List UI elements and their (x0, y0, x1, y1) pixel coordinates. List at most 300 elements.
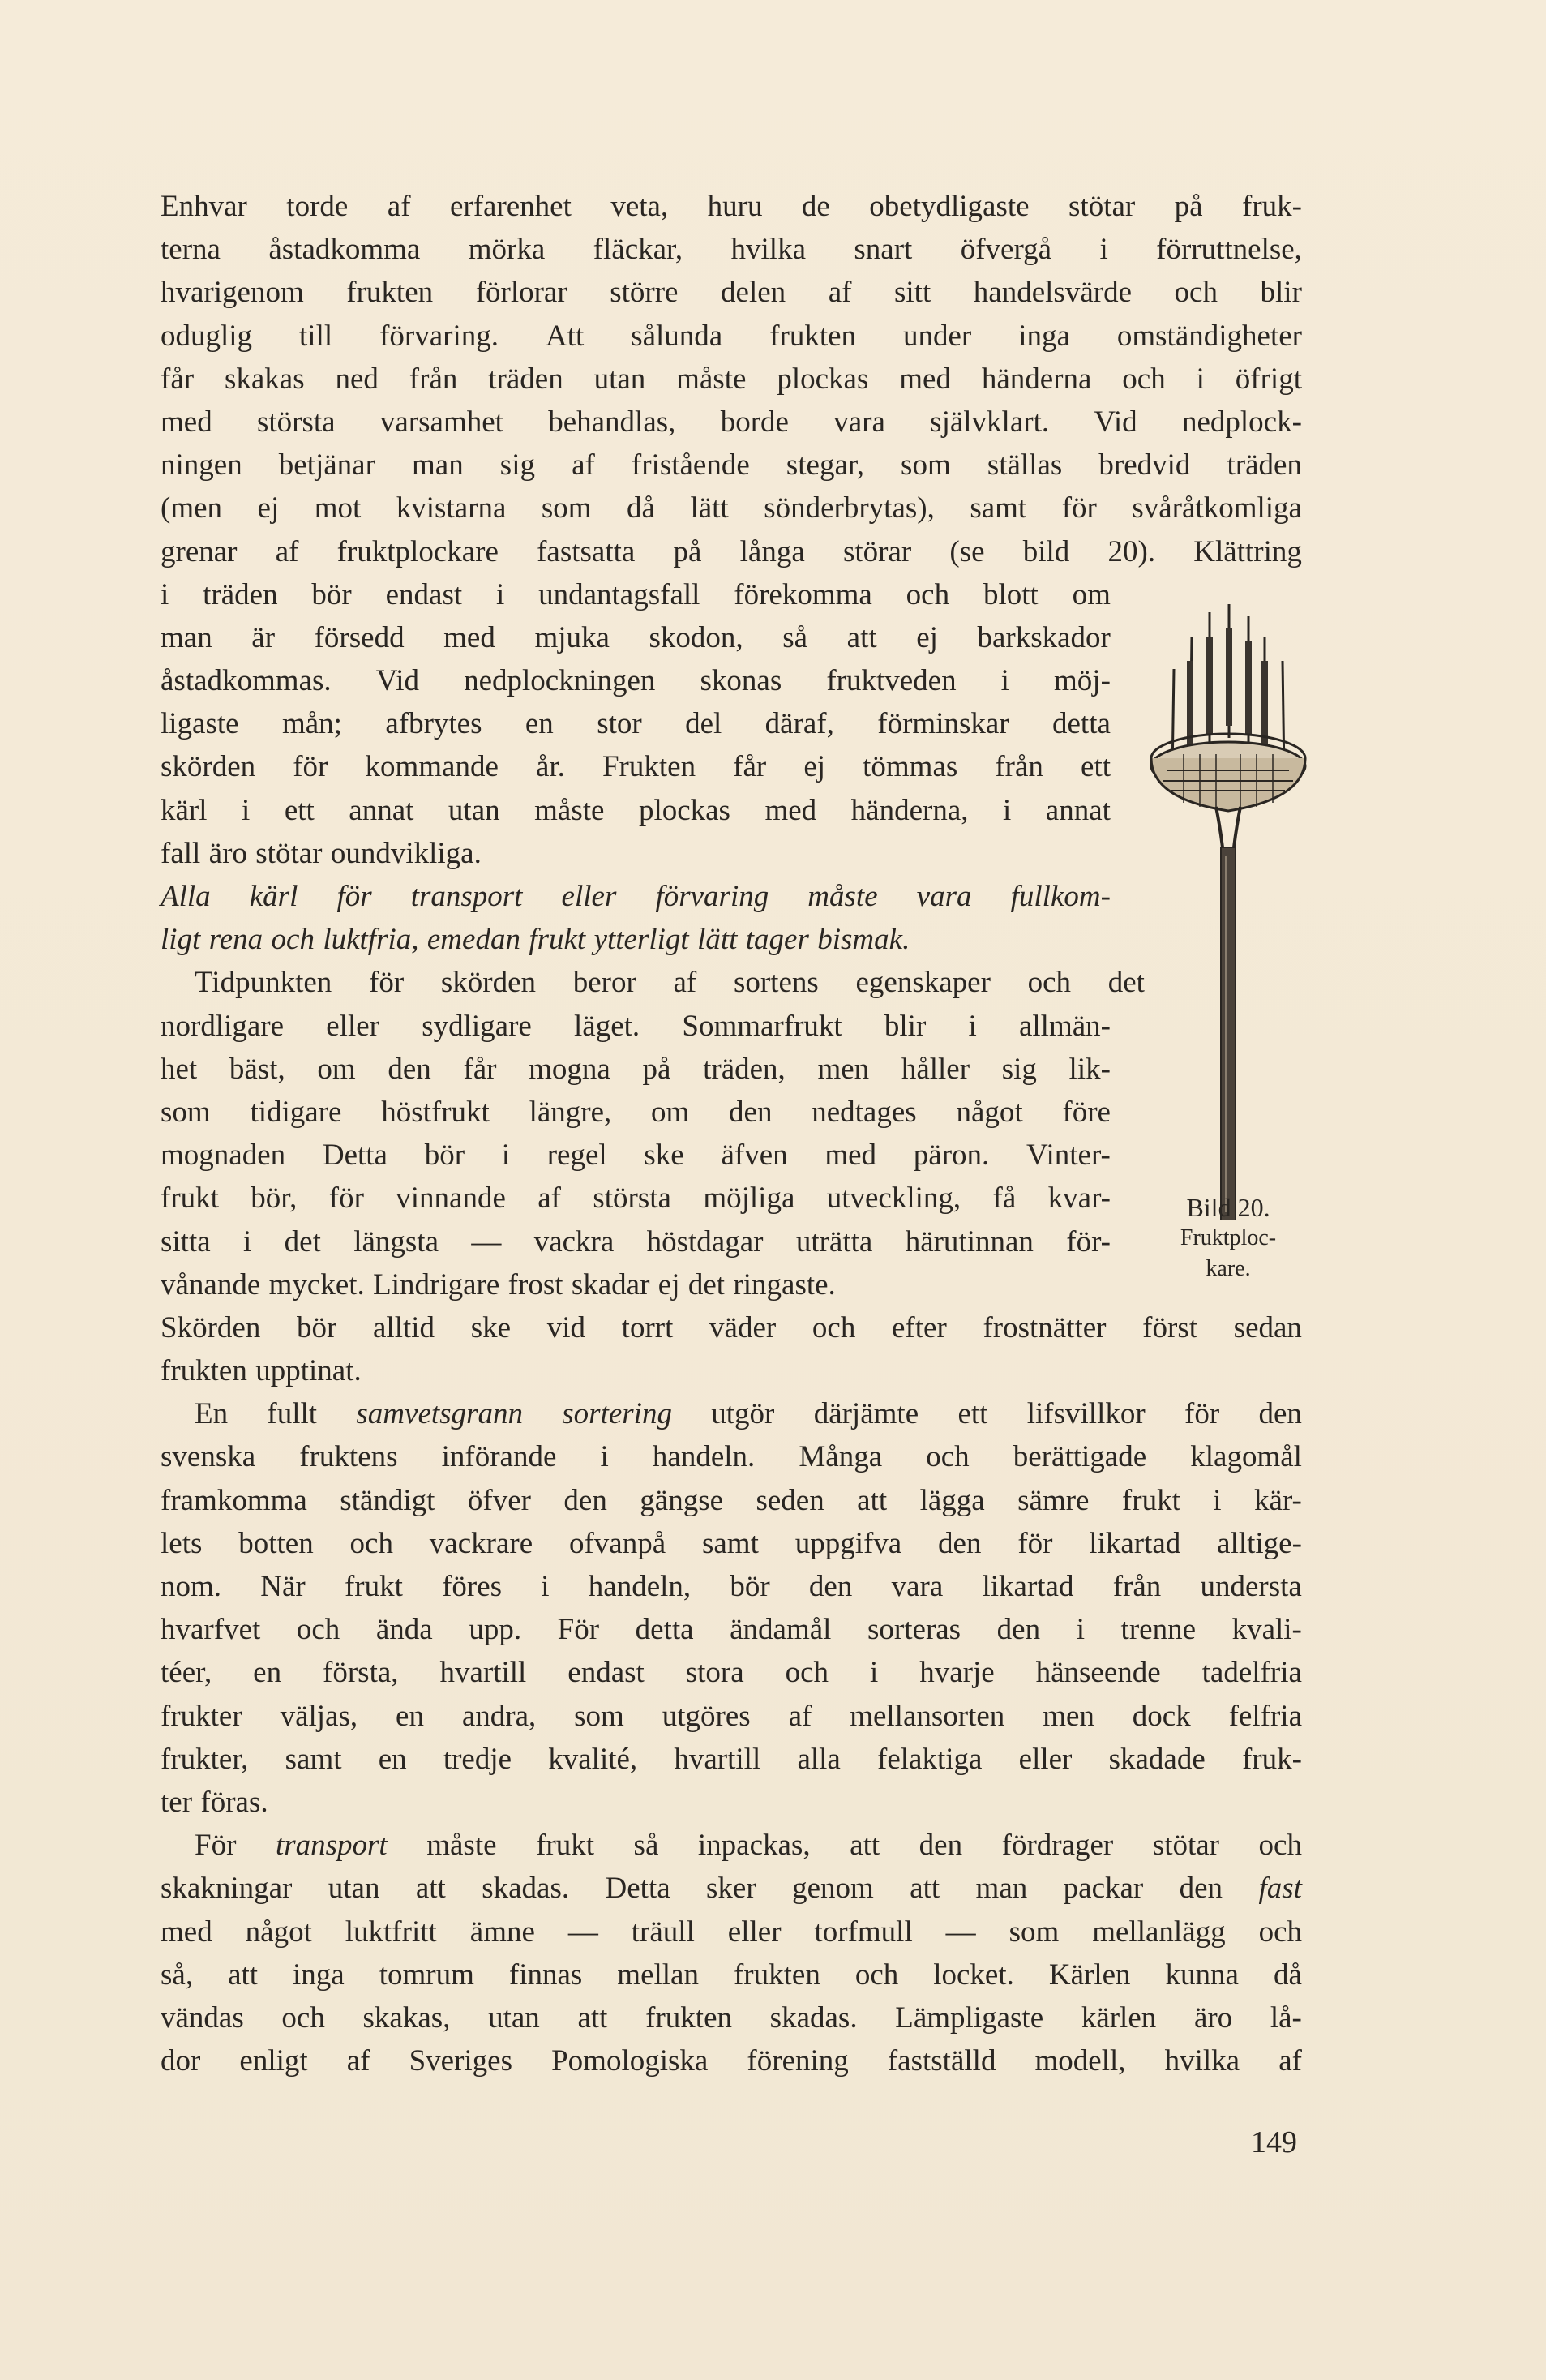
word: kärl (161, 793, 208, 827)
word: träden, (703, 1052, 786, 1086)
word: något (956, 1095, 1023, 1129)
word: kärl (249, 880, 298, 913)
word: förekomma (734, 577, 872, 611)
word: fruktveden (826, 664, 957, 698)
word: man (975, 1872, 1028, 1906)
word: om (1072, 577, 1111, 611)
text-line (161, 659, 1111, 702)
word: dor (161, 2044, 201, 2078)
word: utan (488, 2000, 540, 2035)
word: måste (807, 880, 878, 913)
word: kvalité, (548, 1742, 638, 1776)
word: Många (799, 1440, 883, 1474)
word: stötar (1152, 1829, 1219, 1863)
word: Enhvar (161, 190, 247, 223)
word: Pomologiska (551, 2044, 709, 2078)
word: fläckar, (593, 233, 683, 267)
word: luktfritt (345, 1915, 437, 1949)
word: träden (488, 362, 563, 396)
word: för (293, 750, 328, 784)
word: genom (792, 1872, 874, 1906)
word: hvartill (674, 1742, 761, 1776)
word: i (1000, 664, 1009, 698)
text-line (161, 1306, 1302, 1349)
word: för (369, 966, 405, 1000)
word: och (1027, 966, 1072, 1000)
word: skakas, (362, 2000, 451, 2035)
word: behandlas, (548, 405, 676, 439)
word: frukt (161, 1181, 219, 1216)
word: och (1122, 362, 1166, 396)
word: och (906, 577, 950, 611)
word: seden (756, 1483, 824, 1517)
word: ett (957, 1397, 988, 1431)
word: den (388, 1052, 431, 1086)
word: transport (275, 1829, 388, 1863)
word: andra, (461, 1699, 537, 1733)
word: skodon, (649, 620, 743, 654)
word: att (850, 1829, 880, 1863)
word: enligt (239, 2044, 308, 2078)
word: Vid (1094, 405, 1137, 439)
word: i (600, 1440, 609, 1474)
word: handeln, (588, 1570, 692, 1603)
word: fast (1258, 1872, 1302, 1906)
word: För (557, 1613, 600, 1647)
word: på (1174, 190, 1203, 223)
word: skörden (440, 966, 537, 1000)
word: som (541, 491, 592, 525)
text-line (161, 1695, 1302, 1738)
word: ej (803, 750, 826, 784)
word: mjuka (534, 620, 610, 654)
word: klagomål (1190, 1440, 1302, 1474)
text-line (161, 228, 1302, 271)
word: längre, (529, 1095, 612, 1129)
word: upptinat. (255, 1354, 362, 1388)
word: ned (335, 362, 379, 396)
word: svåråtkomliga (1132, 491, 1302, 525)
word: inpackas, (697, 1829, 811, 1863)
figure-caption (1143, 1192, 1313, 1284)
word: ställas (987, 448, 1063, 482)
word: annat (1045, 793, 1111, 827)
word: het (161, 1052, 198, 1086)
word: del (685, 707, 722, 741)
word: ej (257, 491, 280, 525)
word: ett (1081, 750, 1111, 784)
text-line (161, 789, 1111, 832)
word: bismak. (817, 923, 910, 957)
figure-caption-line: kare. (1206, 1256, 1251, 1281)
word: höstdagar (646, 1224, 764, 1259)
word: snart (854, 233, 913, 267)
text-line (161, 1651, 1302, 1694)
word: ningen (161, 448, 242, 482)
word: berättigade (1013, 1440, 1147, 1474)
word: i (161, 577, 169, 611)
word: vackra (533, 1224, 615, 1259)
word: möj- (1054, 664, 1111, 698)
word: frukter, (161, 1742, 249, 1776)
word: handelsvärde (973, 276, 1132, 310)
word: därjämte (813, 1397, 919, 1431)
word: utveckling, (826, 1181, 961, 1216)
word: som (574, 1699, 624, 1733)
word: blir (1260, 276, 1302, 310)
word: af (1278, 2044, 1302, 2078)
word: trenne (1120, 1613, 1196, 1647)
word: då (627, 491, 655, 525)
text-line (161, 1867, 1302, 1910)
word: grenar (161, 534, 238, 568)
word: af (673, 966, 697, 1000)
word: stora (685, 1656, 744, 1690)
word: ringaste. (733, 1267, 836, 1301)
word: den (1179, 1872, 1223, 1906)
word: oduglig (161, 319, 253, 353)
text-line (161, 487, 1302, 530)
text-line (161, 444, 1302, 487)
word: med (824, 1139, 877, 1173)
word: mogna (529, 1052, 610, 1086)
word: bredvid (1098, 448, 1191, 482)
word: kvistarna (396, 491, 507, 525)
word: mognaden (161, 1139, 286, 1173)
word: den (808, 1570, 853, 1603)
word: ofvanpå (568, 1526, 666, 1560)
word: bör (297, 1310, 337, 1344)
word: gängse (640, 1483, 724, 1517)
word: förruttnelse, (1156, 233, 1302, 267)
word: håller (901, 1052, 970, 1086)
word: på (642, 1052, 671, 1086)
word: dock (1132, 1699, 1191, 1733)
text-line (161, 530, 1302, 573)
word: vånande (161, 1267, 261, 1301)
word: skadade (1108, 1742, 1206, 1776)
word: af (387, 190, 411, 223)
word: oundvikliga. (330, 836, 482, 870)
word: utgör (711, 1397, 775, 1431)
word: med (443, 620, 495, 654)
word: äro (208, 836, 247, 870)
word: och (281, 2000, 325, 2035)
word: stegar, (786, 448, 864, 482)
word: sönderbrytas), (764, 491, 935, 525)
text-line (161, 1565, 1302, 1608)
word: frukten (161, 1354, 247, 1388)
word: lifsvillkor (1026, 1397, 1146, 1431)
word: från (995, 750, 1043, 784)
word: förvaring (655, 880, 769, 913)
text-line (161, 2039, 1302, 2082)
word: ske (644, 1139, 684, 1173)
word: föras. (200, 1785, 268, 1819)
word: allmän- (1018, 1009, 1111, 1043)
word: och (1174, 276, 1218, 310)
word: eller (727, 1915, 782, 1949)
text-line (161, 875, 1111, 918)
word: i (870, 1656, 879, 1690)
word: modell, (1034, 2044, 1126, 2078)
text-line (161, 1091, 1111, 1134)
text-line (161, 401, 1302, 444)
word: sedan (1233, 1310, 1302, 1344)
figure-caption-line: Fruktploc- (1180, 1225, 1277, 1250)
word: största (593, 1181, 671, 1216)
word: likartad (982, 1570, 1074, 1603)
word: ett (284, 793, 315, 827)
word: händerna (981, 362, 1092, 396)
word: den (729, 1095, 773, 1129)
word: tadelfria (1201, 1656, 1302, 1690)
word: Sveriges (409, 2044, 513, 2078)
word: höstfrukt (381, 1095, 490, 1129)
word: vändas (161, 2000, 244, 2035)
word: sig (499, 448, 535, 482)
word: för (1184, 1397, 1220, 1431)
word: för- (1066, 1224, 1111, 1259)
word: terna (161, 233, 221, 267)
word: lägga (919, 1483, 985, 1517)
word: en (378, 1742, 407, 1776)
text-line (161, 1996, 1302, 2039)
word: den (563, 1483, 607, 1517)
word: sorteras (867, 1613, 961, 1647)
word: svenska (161, 1440, 256, 1474)
word: afbrytes (385, 707, 482, 741)
word: emedan (426, 923, 520, 957)
word: mot (314, 491, 362, 525)
word: undantagsfall (538, 577, 700, 611)
word: kunna (1165, 1958, 1239, 1992)
word: alla (797, 1742, 841, 1776)
word: ligaste (161, 707, 239, 741)
word: med (161, 1915, 212, 1949)
word: eller (561, 880, 617, 913)
word: varsamhet (379, 405, 503, 439)
text-line (161, 1177, 1111, 1220)
word: fristående (631, 448, 750, 482)
word: likartad (1089, 1526, 1181, 1560)
text-line (161, 961, 1145, 1004)
word: fall (161, 836, 201, 870)
word: som (1009, 1915, 1060, 1949)
word: frukt (1121, 1483, 1180, 1517)
word: förvaring. (379, 319, 499, 353)
word: sämre (1017, 1483, 1090, 1517)
text-line (161, 1738, 1302, 1781)
text-line (161, 1522, 1302, 1565)
word: som (901, 448, 951, 482)
word: beror (572, 966, 636, 1000)
page-number: 149 (1251, 2125, 1297, 2159)
word: sortens (733, 966, 819, 1000)
body-text (161, 185, 1302, 2082)
word: Lämpligaste (895, 2000, 1044, 2035)
word: öfrigt (1235, 362, 1302, 396)
word: man (412, 448, 464, 482)
word: af (788, 1699, 812, 1733)
word: endast (567, 1656, 645, 1690)
word: så, (161, 1958, 194, 1992)
word: inga (293, 1958, 345, 1992)
word: Klättring (1193, 534, 1302, 568)
word: skakas (224, 362, 305, 396)
word: åstadkomma (268, 233, 421, 267)
word: endast (385, 577, 463, 611)
word: frostnätter (983, 1310, 1107, 1344)
word: — (945, 1915, 976, 1949)
word: som (161, 1095, 211, 1129)
word: stötar (255, 836, 323, 870)
word: för (328, 1181, 364, 1216)
word: plockas (638, 793, 730, 827)
word: ter (161, 1785, 193, 1819)
word: torde (286, 190, 349, 223)
word: transport (410, 880, 523, 913)
word: Vid (375, 664, 420, 698)
word: Sommarfrukt (682, 1009, 842, 1043)
word: större (610, 276, 679, 310)
word: hvarigenom (161, 276, 304, 310)
word: föres (442, 1570, 503, 1603)
word: att (415, 1872, 446, 1906)
word: händerna, (850, 793, 969, 827)
word: frukter (161, 1699, 242, 1733)
word: får (733, 750, 767, 784)
word: skörden (161, 750, 256, 784)
word: ej (657, 1267, 680, 1301)
text-line (161, 702, 1111, 745)
word: af (537, 1181, 561, 1216)
word: Detta (322, 1139, 388, 1173)
word: att (228, 1958, 259, 1992)
word: eller (1018, 1742, 1073, 1776)
word: Frukten (602, 750, 696, 784)
word: hvarfvet (161, 1613, 261, 1647)
word: plockas (777, 362, 869, 396)
word: skakningar (161, 1872, 293, 1906)
word: äro (1193, 2000, 1233, 2035)
word: alltige- (1217, 1526, 1302, 1560)
word: En (195, 1397, 229, 1431)
text-line (161, 315, 1302, 358)
text-line (161, 358, 1302, 401)
word: tömmas (863, 750, 958, 784)
word: stor (597, 707, 642, 741)
word: i (243, 1224, 252, 1259)
word: bör (730, 1570, 770, 1603)
word: understa (1200, 1570, 1302, 1603)
word: mån; (281, 707, 342, 741)
word: sydligare (422, 1009, 532, 1043)
word: i (495, 577, 505, 611)
word: öfvergå (960, 233, 1052, 267)
word: hvartill (439, 1656, 527, 1690)
word: När (260, 1570, 306, 1603)
text-line (161, 1048, 1111, 1091)
word: det (284, 1224, 321, 1259)
word: att (846, 620, 877, 654)
word: den (938, 1526, 982, 1560)
word: i (541, 1570, 550, 1603)
word: då (1273, 1958, 1302, 1992)
word: fruk- (1242, 190, 1302, 223)
word: i (1076, 1613, 1085, 1647)
word: om (651, 1095, 690, 1129)
word: längsta (353, 1224, 439, 1259)
word: tager (745, 923, 809, 957)
word: fastställd (887, 2044, 996, 2078)
word: och (349, 1526, 393, 1560)
word: frukten (769, 319, 857, 353)
word: möjliga (703, 1181, 795, 1216)
word: af (275, 534, 299, 568)
word: tidigare (250, 1095, 342, 1129)
word: något (245, 1915, 312, 1949)
word: frukten (346, 276, 434, 310)
word: förminskar (877, 707, 1009, 741)
word: måste (426, 1829, 497, 1863)
word: upp. (469, 1613, 522, 1647)
word: — (471, 1224, 502, 1259)
word: först (1142, 1310, 1197, 1344)
word: uppgifva (794, 1526, 902, 1560)
word: kärlen (1081, 2000, 1157, 2035)
text-line (161, 1608, 1302, 1651)
word: måste (534, 793, 605, 827)
word: bäst, (229, 1052, 285, 1086)
word: omständigheter (1116, 319, 1302, 353)
word: felfria (1228, 1699, 1302, 1733)
word: sitta (161, 1224, 211, 1259)
word: framkomma (161, 1483, 307, 1517)
word: utan (448, 793, 500, 827)
word: päron. (913, 1139, 990, 1173)
word: locket. (933, 1958, 1014, 1992)
word: Kärlen (1048, 1958, 1131, 1992)
word: med (764, 793, 817, 827)
word: åstadkommas. (161, 664, 332, 698)
word: efter (892, 1310, 947, 1344)
word: självklart. (930, 405, 1050, 439)
word: — (567, 1915, 598, 1949)
word: de (801, 190, 830, 223)
word: frukt (536, 1829, 595, 1863)
word: kvali- (1231, 1613, 1302, 1647)
word: med (899, 362, 951, 396)
word: samt (970, 491, 1027, 525)
word: i (968, 1009, 977, 1043)
word: till (299, 319, 333, 353)
word: ändamål (730, 1613, 832, 1647)
fruit-picker-fork-icon (1135, 604, 1313, 1220)
word: före (1062, 1095, 1111, 1129)
word: och (296, 1613, 340, 1647)
word: 20). (1107, 534, 1156, 568)
word: Detta (605, 1872, 670, 1906)
word: så (633, 1829, 659, 1863)
word: vackrare (429, 1526, 533, 1560)
word: För (195, 1829, 237, 1863)
word: nedplockningen (464, 664, 656, 698)
word: af (572, 448, 595, 482)
word: fastsatta (537, 534, 636, 568)
word: utgöres (662, 1699, 751, 1733)
text-line (161, 1910, 1302, 1953)
